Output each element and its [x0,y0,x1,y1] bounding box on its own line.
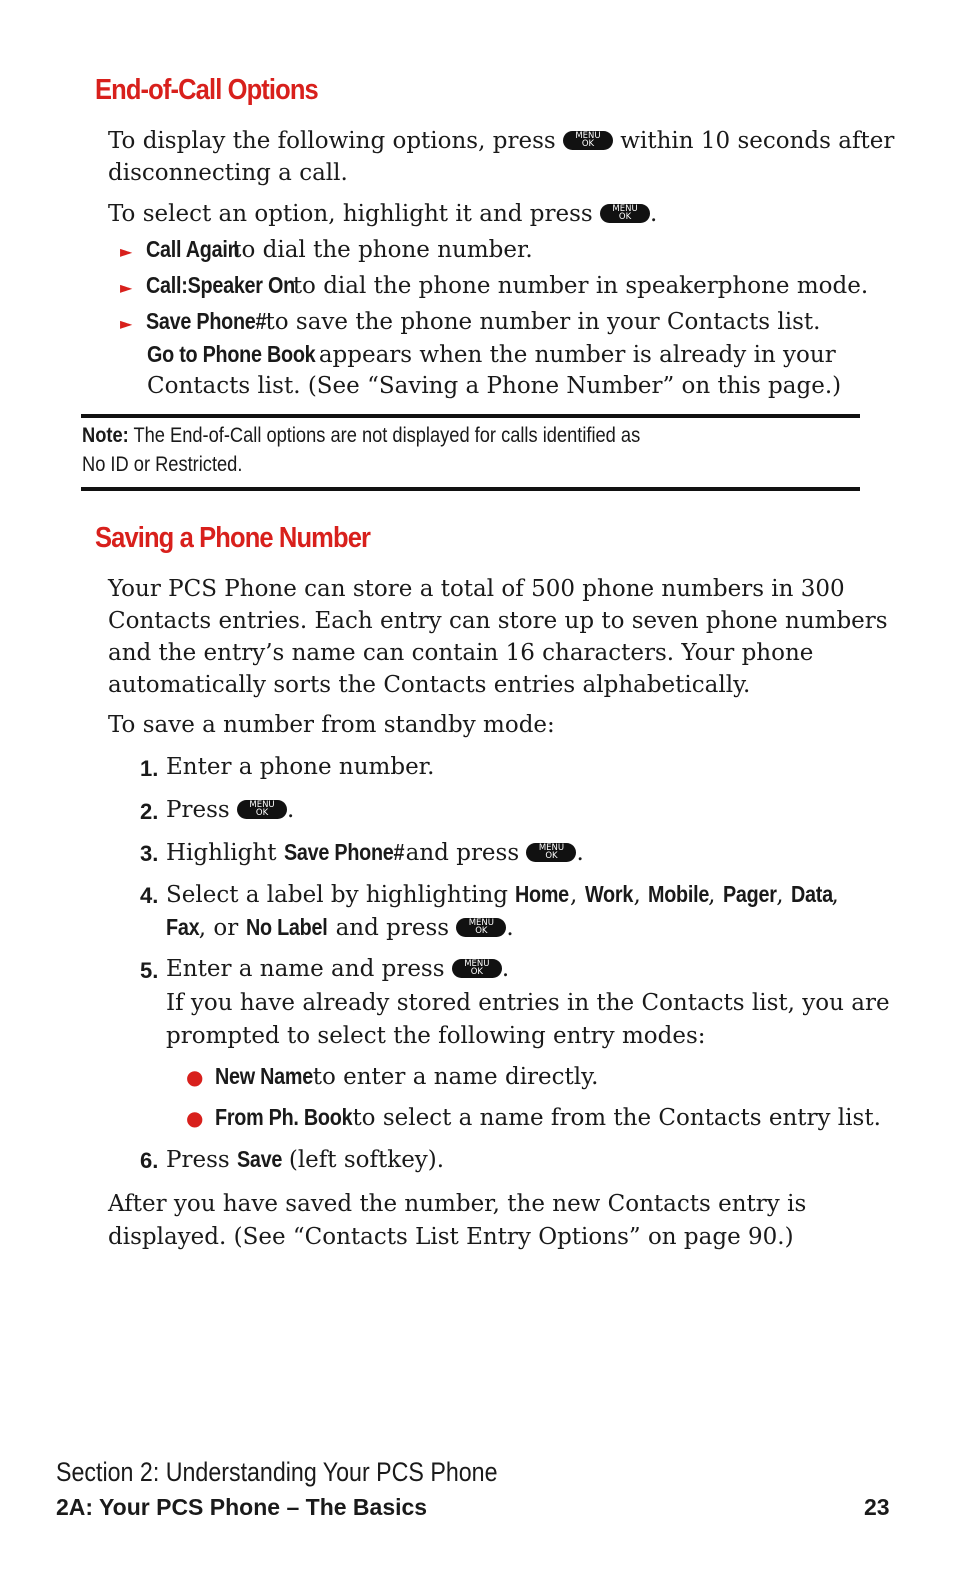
step-number: 3. [140,841,159,866]
step-number: 1. [140,756,159,781]
footer-section-title: Section 2: Understanding Your PCS Phone [56,1457,498,1487]
note-line-2: No ID or Restricted. [82,453,243,476]
para-line-1: Your PCS Phone can store a total of 500 phone numbers in 300 [108,576,845,602]
triangle-bullet-icon: ► [120,278,133,297]
goto-phone-book-line: Go to Phone Book appears when the number is already in your [147,341,836,368]
goto-phone-book-cont: Contacts list. (See “Saving a Phone Number” on this page.) [147,373,842,399]
after-line-2: displayed. (See “Contacts List Entry Options” on page 90.) [108,1224,794,1250]
intro-line-1: To display the following options, press MENU OK within 10 seconds after [108,128,895,154]
mode-new-name: ● New Nameto enter a name directly. [186,1063,599,1090]
triangle-bullet-icon: ► [120,242,133,261]
note-top-rule [81,414,860,418]
bullet-call-again: ► Call Againto dial the phone number. [120,236,533,263]
step-1-text: Enter a phone number. [166,754,435,780]
standby-line: To save a number from standby mode: [108,712,555,738]
para-line-3: and the entry’s name can contain 16 characters. Your phone [108,640,814,666]
section-title-end-of-call: End-of-Call Options [95,74,318,106]
mode-from-phone-book: ● From Ph. Bookto select a name from the Contacts entry list. [186,1104,881,1131]
page-number: 23 [864,1494,890,1520]
step-number: 2. [140,799,159,824]
dot-bullet-icon: ● [186,1106,204,1130]
step-number: 5. [140,958,159,983]
footer-chapter-title: 2A: Your PCS Phone – The Basics [56,1494,428,1520]
step-5-line-3: prompted to select the following entry modes: [166,1023,706,1049]
step-5-line-1: Enter a name and press MENU OK . [166,956,510,982]
para-line-4: automatically sorts the Contacts entries alphabetically. [108,672,751,698]
step-number: 4. [140,883,159,908]
step-6-text: Press Save (left softkey). [166,1146,445,1173]
after-line-1: After you have saved the number, the new Contacts entry is [108,1191,807,1217]
bullet-save-phone: ► Save Phone#to save the phone number in your Contacts list. [120,308,821,335]
step-4-line-2: Fax, or No Label and press MENU OK . [166,914,514,941]
menu-ok-key-icon: MENU OK [452,959,502,978]
section-title-saving: Saving a Phone Number [95,522,371,554]
step-number: 6. [140,1148,159,1173]
menu-ok-key-icon: MENU OK [526,843,576,862]
step-3-text: Highlight Save Phone#and press MENU OK . [166,839,584,866]
step-4-line-1: Select a label by highlighting Home, Work, Mobile, Pager, Data, [166,881,839,908]
step-2-text: Press MENU OK . [166,797,295,823]
dot-bullet-icon: ● [186,1065,204,1089]
bullet-call-speaker: ► Call:Speaker Onto dial the phone number in speakerphone mode. [120,272,869,299]
note-bottom-rule [81,487,860,491]
menu-ok-key-icon: MENU OK [563,131,613,150]
menu-ok-key-icon: MENU OK [456,918,506,937]
step-5-line-2: If you have already stored entries in the Contacts list, you are [166,990,890,1016]
intro-line-2: disconnecting a call. [108,160,348,186]
note-line-1: Note: The End-of-Call options are not displayed for calls identified as [82,424,641,447]
para-line-2: Contacts entries. Each entry can store up to seven phone numbers [108,608,888,634]
menu-ok-key-icon: MENU OK [237,800,287,819]
menu-ok-key-icon: MENU OK [600,204,650,223]
select-line: To select an option, highlight it and press MENU OK . [108,201,658,227]
triangle-bullet-icon: ► [120,314,133,333]
